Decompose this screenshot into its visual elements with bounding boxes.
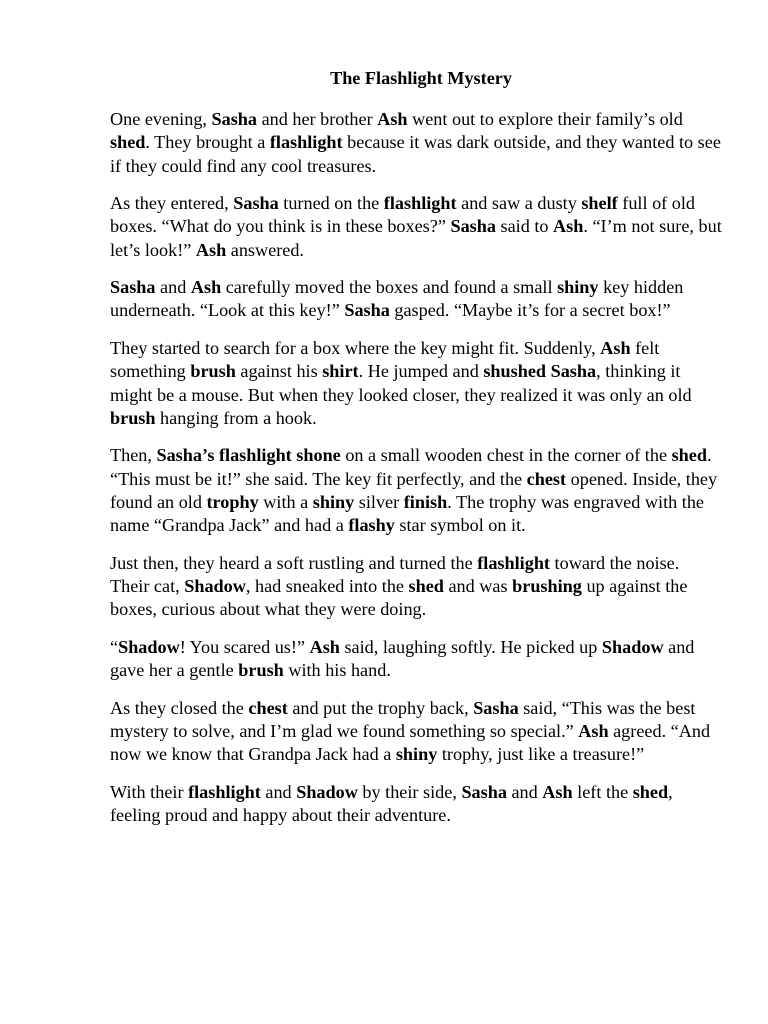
- text-run: As they closed the: [110, 697, 249, 718]
- text-run: and: [506, 781, 543, 802]
- text-run: . “This must be it!” she said. The key fit perfectly, and the: [110, 445, 712, 489]
- keyword: brush: [190, 361, 236, 382]
- keyword: brushing: [512, 575, 582, 596]
- text-run: because it was dark outside, and they wanted to see if they could find any cool treasures.: [110, 132, 721, 176]
- keyword: Sasha’s flashlight shone: [156, 445, 341, 466]
- keyword: Sasha: [110, 277, 156, 298]
- text-run: agreed. “And now we know that Grandpa Jack had a: [110, 720, 711, 765]
- text-run: key hidden underneath. “Look at this key!”: [110, 277, 684, 321]
- text-run: star symbol on it.: [394, 515, 526, 536]
- keyword: shiny: [395, 744, 438, 765]
- keyword: Ash: [553, 216, 584, 237]
- keyword: chest: [248, 697, 288, 718]
- keyword: flashlight: [477, 552, 550, 573]
- keyword: Shadow: [296, 781, 358, 802]
- keyword: shed: [632, 781, 669, 802]
- document-title: The Flashlight Mystery: [330, 68, 512, 88]
- text-run: Then,: [110, 445, 157, 466]
- text-run: opened. Inside, they found an old: [110, 468, 718, 512]
- text-run: left the: [572, 781, 633, 802]
- keyword: flashlight: [383, 193, 457, 214]
- story-paragraph: [110, 192, 722, 262]
- text-run: “: [110, 636, 119, 657]
- keyword: Shadow: [184, 575, 246, 596]
- text-run: turned on the: [278, 193, 384, 214]
- text-run: toward the noise. Their cat,: [110, 552, 680, 596]
- keyword: shiny: [312, 491, 355, 512]
- text-run: Just then, they heard a soft rustling and turned the: [110, 552, 478, 573]
- keyword: Sasha: [344, 300, 390, 321]
- keyword: Ash: [195, 239, 227, 260]
- text-run: and was: [443, 575, 513, 596]
- keyword: shed: [671, 445, 707, 466]
- text-run: As they entered,: [110, 193, 234, 214]
- text-run: carefully moved the boxes and found a small: [221, 277, 558, 298]
- keyword: Ash: [578, 720, 609, 741]
- text-run: full of old boxes. “What do you think is in these boxes?”: [110, 193, 696, 237]
- keyword: finish: [403, 491, 448, 512]
- story-paragraph: [110, 444, 722, 537]
- keyword: Sasha: [450, 216, 496, 237]
- text-run: said, “This was the best mystery to solve, and I’m glad we found something so special.”: [110, 697, 696, 741]
- text-run: against his: [235, 361, 323, 382]
- text-run: With their: [110, 781, 189, 802]
- text-run: gasped. “Maybe it’s for a secret box!”: [389, 300, 671, 321]
- keyword: chest: [526, 468, 567, 489]
- text-run: . They brought a: [145, 132, 270, 153]
- text-run: answered.: [226, 239, 304, 260]
- keyword: trophy: [206, 491, 259, 512]
- text-run: , feeling proud and happy about their adventure.: [110, 781, 673, 825]
- story-paragraph: [110, 337, 722, 430]
- text-run: . He jumped and: [358, 361, 484, 382]
- story-paragraph: [110, 781, 722, 828]
- text-run: , thinking it might be a mouse. But when they looked closer, they realized it was only an old: [110, 361, 692, 405]
- keyword: brush: [110, 407, 156, 428]
- keyword: shed: [408, 575, 444, 596]
- text-run: . “I’m not sure, but let’s look!”: [110, 216, 722, 260]
- keyword: shirt: [322, 361, 359, 382]
- keyword: flashy: [348, 515, 395, 536]
- text-run: said, laughing softly. He picked up: [339, 636, 602, 657]
- keyword: Sasha: [473, 697, 519, 718]
- text-run: up against the boxes, curious about what they were doing.: [110, 575, 688, 620]
- keyword: flashlight: [188, 781, 261, 802]
- text-run: went out to explore their family’s old: [407, 109, 683, 129]
- text-run: with his hand.: [283, 660, 391, 681]
- text-run: felt something: [110, 337, 660, 382]
- text-run: They started to search for a box where the key might fit. Suddenly,: [110, 337, 601, 358]
- story-paragraph: [110, 276, 722, 323]
- keyword: Sasha: [211, 109, 258, 129]
- text-run: trophy, just like a treasure!”: [437, 744, 645, 765]
- document-page: [110, 66, 722, 841]
- keyword: shelf: [581, 193, 618, 214]
- text-run: ! You scared us!”: [179, 636, 310, 657]
- keyword: shushed Sasha: [483, 361, 597, 382]
- text-run: and her brother: [257, 109, 378, 129]
- story-paragraph: [110, 697, 722, 767]
- text-run: and: [260, 781, 297, 802]
- text-run: hanging from a hook.: [155, 407, 317, 428]
- keyword: Ash: [600, 337, 631, 358]
- text-run: by their side,: [357, 781, 462, 802]
- story-paragraph: [110, 108, 722, 178]
- keyword: Ash: [542, 781, 573, 802]
- story-paragraph: [110, 552, 722, 622]
- story-paragraph: [110, 636, 722, 683]
- keyword: Ash: [190, 277, 222, 298]
- text-run: and: [155, 277, 191, 298]
- keyword: Ash: [309, 636, 340, 657]
- keyword: Ash: [377, 109, 408, 129]
- text-run: said to: [495, 216, 554, 237]
- text-run: and saw a dusty: [456, 193, 582, 214]
- keyword: shed: [110, 132, 146, 153]
- keyword: shiny: [557, 277, 599, 298]
- keyword: flashlight: [269, 132, 343, 153]
- story-body: [110, 108, 722, 827]
- text-run: silver: [354, 491, 404, 512]
- keyword: Shadow: [601, 636, 664, 657]
- keyword: Sasha: [233, 193, 279, 214]
- keyword: brush: [238, 660, 284, 681]
- text-run: One evening,: [110, 109, 212, 129]
- text-run: on a small wooden chest in the corner of the: [340, 445, 672, 466]
- text-run: with a: [258, 491, 313, 512]
- text-run: and put the trophy back,: [287, 697, 474, 718]
- text-run: , had sneaked into the: [245, 575, 409, 596]
- text-run: . The trophy was engraved with the name “Grandpa Jack” and had a: [110, 491, 704, 536]
- keyword: Shadow: [118, 636, 180, 657]
- keyword: Sasha: [461, 781, 507, 802]
- text-run: and gave her a gentle: [110, 636, 695, 681]
